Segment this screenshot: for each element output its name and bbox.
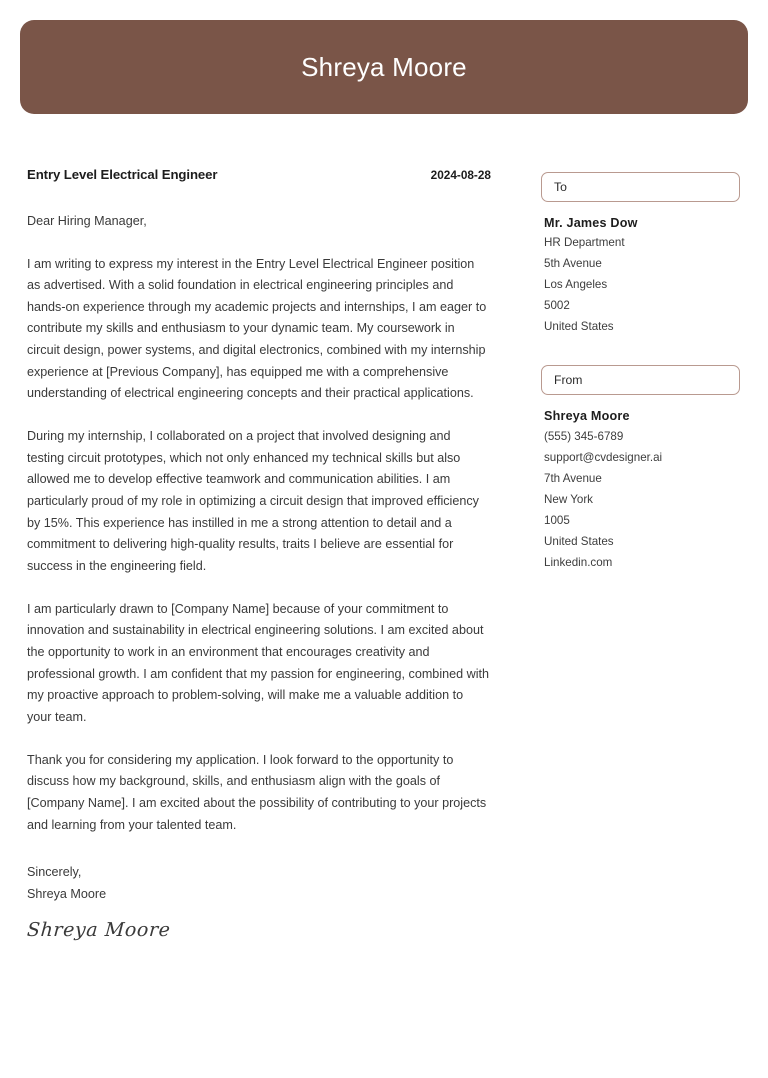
letter-paragraph: During my internship, I collaborated on a project that involved designing and testing circuit prototypes, which not only enhanced my technical skills but also allowed me to develop effective teamwork and communication abilities. I am particularly proud of my role in optimizing a circuit design that improved efficiency by 15%. This experience has instilled in me a strong attention to detail and a commitment to delivering high-quality results, traits I believe are essential for success in the engineering field. (27, 429, 479, 574)
letter-column (27, 167, 491, 941)
closing-block (27, 862, 491, 905)
page-title: Shreya Moore (301, 52, 467, 82)
sidebar-spacer (541, 338, 740, 365)
from-sender-name: Shreya Moore (544, 409, 630, 424)
from-address-line: 1005 (544, 513, 570, 527)
to-chip-label: To (554, 180, 567, 194)
letter-header-row (27, 167, 491, 182)
to-recipient-name: Mr. James Dow (544, 216, 638, 230)
to-address-line: 5th Avenue (544, 257, 602, 271)
from-email: support@cvdesigner.ai (544, 450, 663, 464)
from-address-block (544, 406, 740, 573)
letter-paragraph: I am writing to express my interest in the Entry Level Electrical Engineer position as advertised. With a solid foundation in electrical engineering principles and hands-on experience through my academic projects and internships, I am eager to contribute my skills and enthusiasm to your dynamic team. My coursework in circuit design, power systems, and digital electronics, combined with my internship experience at [Previous Company], has equipped me with a comprehensive understanding of electrical engineering concepts and their practical applications. (27, 256, 487, 401)
from-address-line: United States (544, 534, 614, 548)
from-chip-label: From (554, 373, 583, 388)
signature: Shreya Moore (26, 918, 172, 941)
job-title: Entry Level Electrical Engineer (27, 167, 218, 182)
sidebar-column (541, 172, 740, 574)
to-address-line: Los Angeles (544, 278, 608, 292)
header-banner (20, 20, 748, 114)
letter-date: 2024-08-28 (430, 168, 491, 182)
letter-paragraph: Thank you for considering my application. I look forward to the opportunity to discuss how my background, skills, and enthusiasm align with the goals of [Company Name]. I am excited about the possibility of contributing to your projects and learning from your talented team. (27, 752, 487, 832)
from-address-line: New York (544, 492, 593, 506)
to-address-line: HR Department (544, 236, 625, 250)
salutation: Dear Hiring Manager, (27, 214, 147, 228)
closing-salutation: Sincerely, (27, 865, 82, 880)
from-chip (541, 365, 740, 395)
from-address-line: 7th Avenue (544, 471, 602, 485)
from-phone: (555) 345-6789 (544, 429, 624, 443)
to-address-line: 5002 (544, 299, 570, 313)
closing-name: Shreya Moore (27, 886, 107, 901)
to-address-block (544, 213, 740, 338)
to-address-line: United States (544, 320, 614, 334)
to-chip (541, 172, 740, 202)
from-website: Linkedin.com (544, 555, 613, 569)
letter-paragraph: I am particularly drawn to [Company Name] because of your commitment to innovation and sustainability in electrical engineering solutions. I am excited about the opportunity to work in an environment that encourages creativity and professional growth. I am confident that my passion for engineering, combined with my proactive approach to problem-solving, will make me a valuable addition to your team. (27, 601, 490, 724)
